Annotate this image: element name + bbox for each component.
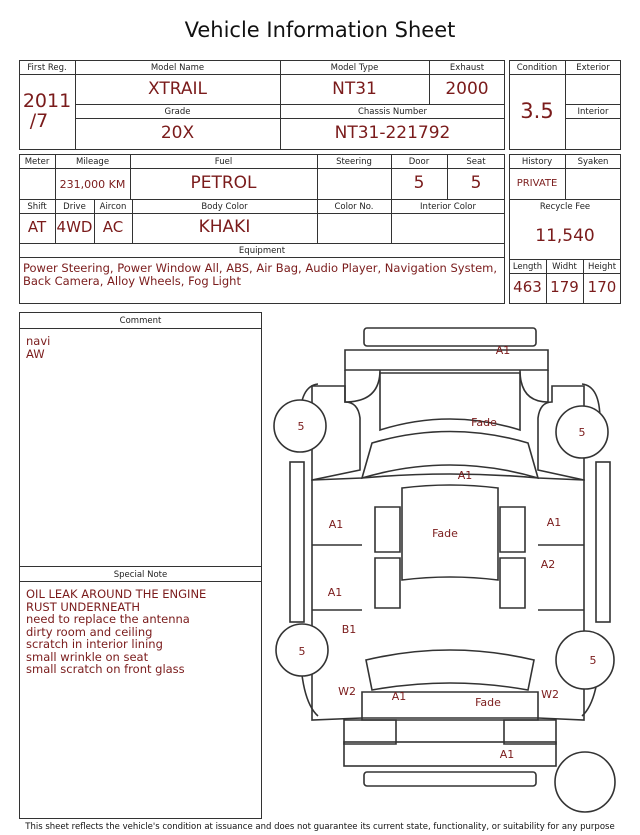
exhaust-label: Exhaust [449,63,485,73]
rear-glass-outline [366,650,534,690]
first-reg-year: 2011 [22,90,72,112]
tire-depth: 5 [297,420,305,433]
steering-label: Steering [336,157,372,167]
grade-value: 20X [160,123,195,143]
special-note-line: small scratch on front glass [26,662,185,676]
shift-value: AT [27,218,47,236]
disclaimer-footer: This sheet reflects the vehicle's condition at issuance and does not guarantee its current state, functionality, or suitability for any purpose [25,822,615,832]
damage-mark: A1 [546,516,562,529]
special-note-line: small wrinkle on seat [26,649,149,664]
tire-depth: 5 [298,645,306,658]
special-note-line: RUST UNDERNEATH [26,599,141,614]
damage-mark: Fade [475,696,501,709]
height-label: Height [587,262,617,272]
condition-score: 3.5 [520,99,554,123]
comment-line: navi [26,334,51,348]
damage-mark: W2 [541,688,559,701]
recycle-fee-value: 11,540 [535,226,595,246]
vehicle-damage-diagram [268,318,628,818]
tire-depth: 5 [578,426,586,439]
color-no-label: Color No. [334,202,374,212]
door-value: 5 [413,173,425,193]
length-value: 463 [513,278,542,296]
seat-label: Seat [466,157,486,167]
aircon-value: AC [102,218,124,236]
damage-mark: A1 [457,469,473,482]
tire-rear-right [556,631,614,689]
comment-list [26,335,256,360]
damage-mark: A2 [540,558,556,571]
right-rocker-outline [596,462,610,622]
special-note-list [26,588,256,676]
special-note-line: scratch in interior lining [26,637,163,651]
model-type-value: NT31 [332,79,377,99]
trunk-outline [362,692,538,720]
interior-label: Interior [577,107,609,117]
chassis-label: Chassis Number [357,107,428,117]
model-name-value: XTRAIL [148,79,207,99]
model-name-label: Model Name [150,63,205,73]
chassis-value: NT31-221792 [334,123,451,143]
spare-tire [555,752,615,812]
special-note-line: need to replace the antenna [26,612,190,626]
width-label: Widht [552,262,577,272]
recycle-fee-label: Recycle Fee [539,202,591,212]
door-label: Door [408,157,430,167]
grade-label: Grade [164,107,191,117]
shift-label: Shift [27,202,47,212]
drive-value: 4WD [56,218,93,236]
damage-mark: A1 [327,586,343,599]
special-note-line: dirty room and ceiling [26,624,153,639]
exterior-label: Exterior [576,63,610,73]
page-title: Vehicle Information Sheet [184,18,456,42]
rear-bumper-outline [344,742,556,766]
mileage-value: 231,000 KM [59,178,126,191]
damage-mark: A1 [391,690,407,703]
seat-value: 5 [470,173,482,193]
damage-mark: W2 [338,685,356,698]
condition-label: Condition [516,63,558,73]
history-label: History [521,157,553,167]
damage-mark: Fade [471,416,497,429]
width-value: 179 [550,278,579,296]
roof-outline [375,507,400,552]
damage-mark: B1 [341,623,357,636]
first-reg-label: First Reg. [27,63,67,73]
syaken-label: Syaken [577,157,609,167]
front-grille-outline [345,350,548,370]
special-note-label: Special Note [113,570,168,580]
left-rocker-outline [290,462,304,622]
hood-outline [380,373,520,430]
damage-mark: A1 [499,748,515,761]
aircon-label: Aircon [99,202,127,212]
first-reg-month: /7 [29,110,49,132]
special-note-line: OIL LEAK AROUND THE ENGINE [26,587,207,601]
damage-mark: Fade [432,527,458,540]
height-value: 170 [587,278,617,296]
body-color-value: KHAKI [198,217,251,237]
tire-depth: 5 [589,654,597,667]
history-value: PRIVATE [516,178,558,189]
exhaust-value: 2000 [445,79,489,99]
equipment-label: Equipment [238,246,286,256]
meter-label: Meter [24,157,50,167]
windshield-outline [362,432,538,479]
model-type-label: Model Type [330,63,379,73]
length-label: Length [512,262,543,272]
drive-label: Drive [63,202,86,212]
comment-label: Comment [119,316,162,326]
body-color-label: Body Color [201,202,248,212]
fuel-label: Fuel [214,157,233,167]
damage-mark: A1 [495,344,511,357]
interior-color-label: Interior Color [420,202,476,212]
fuel-value: PETROL [190,173,257,193]
equipment-list: Power Steering, Power Window All, ABS, Air Bag, Audio Player, Navigation System, Back Camera, Alloy Wheels, Fog Light [23,261,498,288]
mileage-label: Mileage [75,157,110,167]
damage-mark: A1 [328,518,344,531]
comment-line: AW [26,346,45,361]
